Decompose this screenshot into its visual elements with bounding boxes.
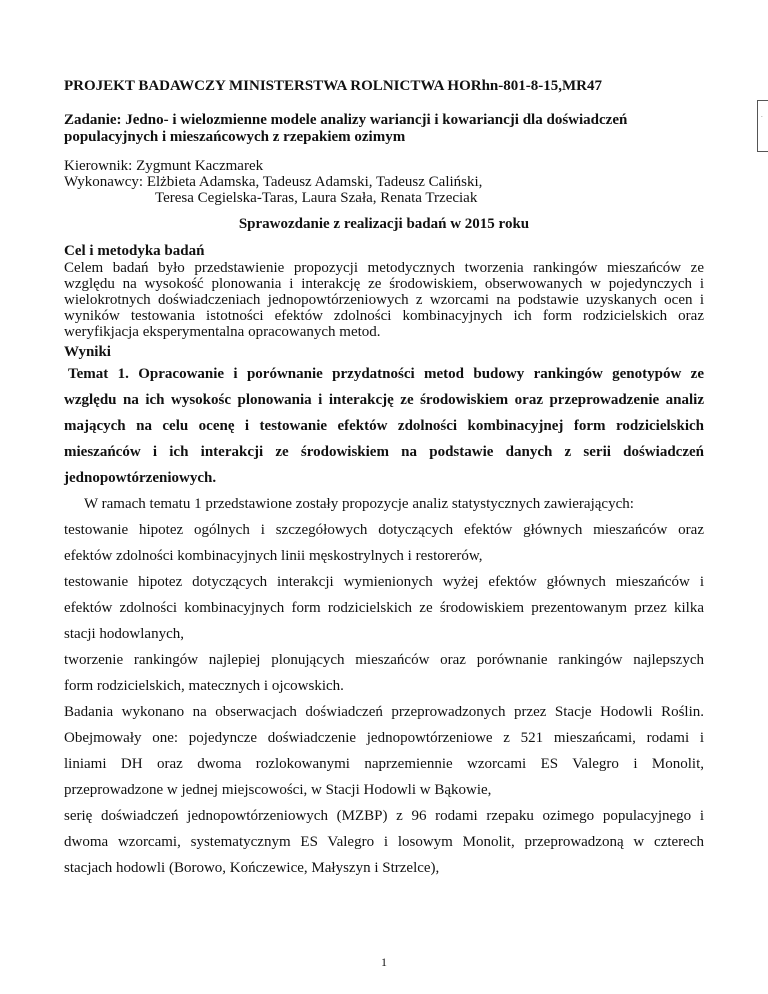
goal-line-1: Celem badań było przedstawienie propozycji metodycznych tworzenia rankingów mieszańców ze	[64, 260, 704, 276]
results-heading: Wyniki	[64, 344, 111, 360]
executors-line-1: Wykonawcy: Elżbieta Adamska, Tadeusz Adamski, Tadeusz Caliński,	[64, 174, 483, 190]
goal-heading: Cel i metodyka badań	[64, 243, 205, 259]
task-title-line-1: Zadanie: Jedno- i wielozmienne modele analizy wariancji i kowariancji dla doświadczeń	[64, 112, 628, 128]
body-line-3: efektów zdolności kombinacyjnych linii męskostrylnych i restorerów,	[64, 548, 483, 564]
page-number: 1	[381, 955, 387, 969]
body-line-13: serię doświadczeń jednopowtórzeniowych (MZBP) z 96 rodami rzepaku ozimego populacyjnego i	[64, 808, 704, 824]
goal-line-5: weryfikjacja eksperymentalna opracowanych metod.	[64, 324, 381, 340]
body-line-11: liniami DH oraz dwoma rozlokowanymi naprzemiennie wzorcami ES Valegro i Monolit,	[64, 756, 704, 772]
goal-line-4: wyników testowania istotności efektów zdolności kombinacyjnych ich form rodzicielskich oraz	[64, 308, 704, 324]
body-line-2: testowanie hipotez ogólnych i szczegółowych dotyczących efektów głównych mieszańców oraz	[64, 522, 704, 538]
body-line-9: Badania wykonano na obserwacjach doświadczeń przeprowadzonych przez Stacje Hodowli Roślin.	[64, 704, 704, 720]
body-line-5: efektów zdolności kombinacyjnych form rodzicielskich ze środowiskiem prezentowanym przez kilka	[64, 600, 704, 616]
topic-line-5: jednopowtórzeniowych.	[64, 470, 217, 486]
body-line-7: tworzenie rankingów najlepiej plonujących mieszańców oraz porównanie rankingów najlepszych	[64, 652, 704, 668]
manager-line: Kierownik: Zygmunt Kaczmarek	[64, 158, 264, 174]
goal-line-2: względu na wysokość plonowania i interakcję ze środowiskiem, obserwowanych w pojedynczych i	[64, 276, 704, 292]
topic-line-2: względu na ich wysokośc plonowania i interakcję ze środowiskiem oraz przeprowadzenie analiz	[64, 392, 704, 408]
project-heading: PROJEKT BADAWCZY MINISTERSTWA ROLNICTWA HORhn-801-8-15,MR47	[64, 78, 602, 94]
goal-line-3: wielokrotnych doświadczeniach jednopowtórzeniowych z wzorcami na podstawie uzyskanych ocen i	[64, 292, 704, 308]
body-line-15: stacjach hodowli (Borowo, Kończewice, Małyszyn i Strzelce),	[64, 860, 440, 876]
margin-note-box	[757, 100, 768, 152]
report-title: Sprawozdanie z realizacji badań w 2015 roku	[238, 216, 530, 232]
task-title-line-2: populacyjnych i mieszańcowych z rzepakiem ozimym	[64, 129, 406, 145]
body-line-1: W ramach tematu 1 przedstawione zostały propozycje analiz statystycznych zawierających:	[84, 496, 634, 512]
body-line-14: dwoma wzorcami, systematycznym ES Valegro i losowym Monolit, przeprowadzoną w czterech	[64, 834, 704, 850]
margin-note-mark: .	[761, 111, 763, 119]
executors-line-2: Teresa Cegielska-Taras, Laura Szała, Renata Trzeciak	[155, 190, 478, 206]
body-line-8: form rodzicielskich, matecznych i ojcowskich.	[64, 678, 344, 694]
body-line-6: stacji hodowlanych,	[64, 626, 184, 642]
body-line-10: Obejmowały one: pojedyncze doświadczenie jednopowtórzeniowe z 521 mieszańcami, rodami i	[64, 730, 704, 746]
topic-line-3: mających na celu ocenę i testowanie efektów zdolności kombinacyjnej form rodzicielskich	[64, 418, 704, 434]
body-line-4: testowanie hipotez dotyczących interakcji wymienionych wyżej efektów głównych mieszańców i	[64, 574, 704, 590]
topic-line-4: mieszańców i ich interakcji ze środowiskiem na podstawie danych z serii doświadczeń	[64, 444, 704, 460]
topic-line-1: Temat 1. Opracowanie i porównanie przydatności metod budowy rankingów genotypów ze	[68, 366, 704, 382]
body-line-12: przeprowadzone w jednej miejscowości, w Stacji Hodowli w Bąkowie,	[64, 782, 492, 798]
